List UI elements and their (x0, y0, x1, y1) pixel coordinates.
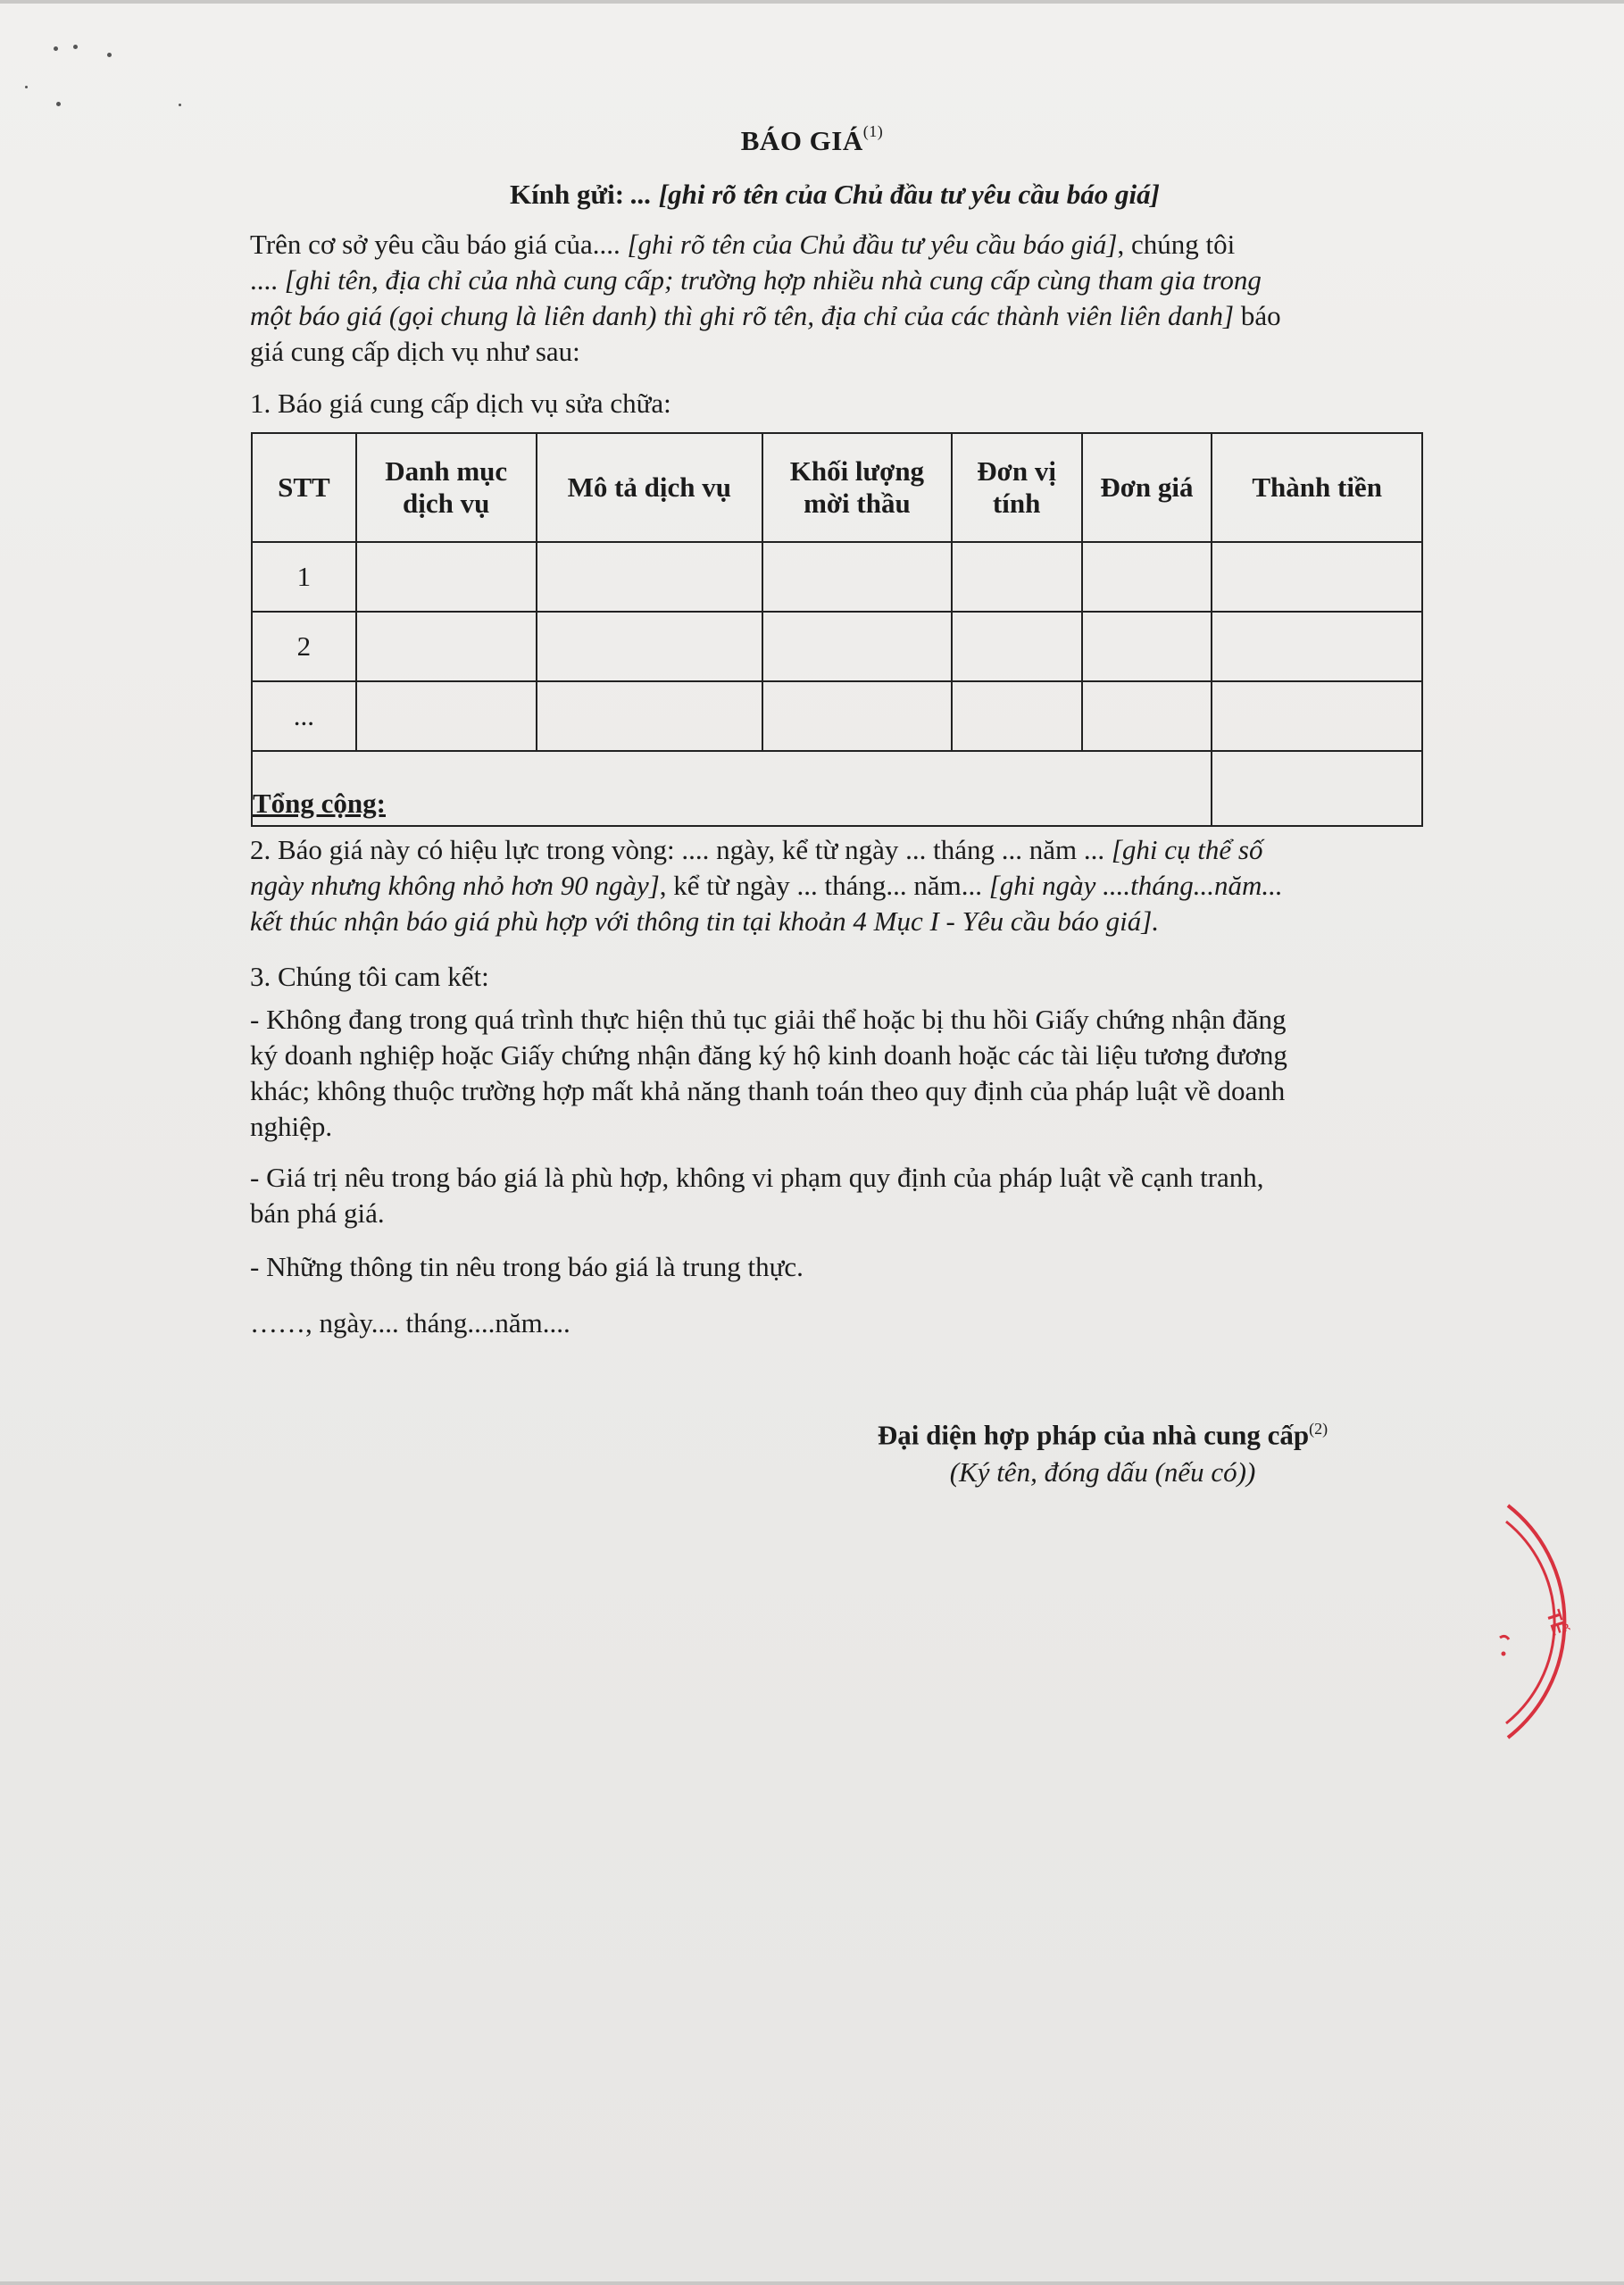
document-title (0, 121, 1624, 157)
signature-footnote-mark: (2) (1309, 1420, 1328, 1438)
intro-text: báo (1234, 300, 1281, 331)
signature-role (759, 1410, 1446, 1454)
speck (56, 102, 61, 106)
intro-italic: một báo giá (gọi chung là liên danh) thì ghi rõ tên, địa chỉ của các thành viên liên danh] (250, 300, 1235, 331)
header-unit-price: Đơn giá (1082, 433, 1212, 542)
table-cell (952, 681, 1082, 751)
table-cell (1212, 681, 1422, 751)
table-cell (1212, 542, 1422, 612)
header-item: Danh mục dịch vụ (356, 433, 537, 542)
total-label: Tổng cộng: (252, 751, 1212, 826)
table-cell (952, 542, 1082, 612)
table-cell (537, 612, 763, 681)
section-2-italic: [ghi cụ thể số (1111, 834, 1263, 865)
commitment-line: khác; không thuộc trường hợp mất khả năng thanh toán theo quy định của pháp luật về doanh (250, 1075, 1286, 1106)
title-footnote-mark: (1) (862, 121, 884, 140)
section-2-text: 2. Báo giá này có hiệu lực trong vòng: .... ngày, kể từ ngày ... tháng ... năm ... (250, 834, 1112, 865)
recipient-line (0, 179, 1624, 211)
quote-table (251, 432, 1423, 827)
header-unit: Đơn vị tính (952, 433, 1082, 542)
table-cell (356, 681, 537, 751)
speck (73, 45, 78, 49)
section-2-text: , kể từ ngày ... tháng... năm... (659, 870, 989, 901)
intro-text: Trên cơ sở yêu cầu báo giá của.... (250, 229, 628, 260)
header-quantity: Khối lượng mời thầu (762, 433, 952, 542)
table-row (252, 681, 1422, 751)
commitment-line: nghiệp. (250, 1111, 333, 1142)
table-cell (1082, 681, 1212, 751)
intro-text: giá cung cấp dịch vụ như sau: (250, 336, 580, 367)
total-amount-cell (1212, 751, 1422, 826)
table-header-row (252, 433, 1422, 542)
table-cell (1082, 612, 1212, 681)
commitment-3: - Những thông tin nêu trong báo giá là trung thực. (250, 1251, 804, 1282)
intro-text: , chúng tôi (1117, 229, 1236, 260)
speck (25, 86, 28, 88)
commitment-2 (250, 1160, 1420, 1231)
section-3-heading: 3. Chúng tôi cam kết: (250, 961, 489, 992)
speck (179, 104, 181, 106)
speck (107, 53, 112, 57)
commitment-1 (250, 1002, 1420, 1145)
table-row (252, 542, 1422, 612)
table-cell (952, 612, 1082, 681)
section-2-validity (250, 832, 1420, 939)
table-cell (1212, 612, 1422, 681)
table-row (252, 612, 1422, 681)
header-stt: STT (252, 433, 356, 542)
section-1-heading: 1. Báo giá cung cấp dịch vụ sửa chữa: (250, 388, 671, 419)
row-stt: 2 (252, 612, 356, 681)
intro-italic: [ghi tên, địa chỉ của nhà cung cấp; trường hợp nhiều nhà cung cấp cùng tham gia trong (284, 264, 1262, 296)
intro-italic: [ghi rõ tên của Chủ đầu tư yêu cầu báo giá] (627, 229, 1118, 260)
table-cell (1082, 542, 1212, 612)
signature-block (759, 1410, 1446, 1491)
date-line: ……, ngày.... tháng....năm.... (250, 1307, 570, 1338)
table-cell (356, 542, 537, 612)
recipient-label: Kính gửi: (510, 179, 625, 210)
table-cell (762, 681, 952, 751)
signature-role-text: Đại diện hợp pháp của nhà cung cấp (877, 1419, 1310, 1451)
table-total-row (252, 751, 1422, 826)
header-amount: Thành tiền (1212, 433, 1422, 542)
section-2-italic: kết thúc nhận báo giá phù hợp với thông tin tại khoản 4 Mục I - Yêu cầu báo giá]. (250, 905, 1160, 937)
commitment-line: ký doanh nghiệp hoặc Giấy chứng nhận đăng ký hộ kinh doanh hoặc các tài liệu tương đương (250, 1039, 1287, 1071)
row-stt: ... (252, 681, 356, 751)
row-stt: 1 (252, 542, 356, 612)
section-2-italic: [ghi ngày ....tháng...năm... (988, 870, 1283, 901)
intro-text: .... (250, 264, 285, 296)
stamp-text: TẾ (1542, 1606, 1571, 1639)
commitment-line: - Không đang trong quá trình thực hiện thủ tục giải thể hoặc bị thu hồi Giấy chứng nhận đăng (250, 1004, 1287, 1035)
commitment-line: bán phá giá. (250, 1197, 385, 1229)
header-description: Mô tả dịch vụ (537, 433, 763, 542)
speck (54, 46, 58, 51)
table-cell (356, 612, 537, 681)
commitment-line: - Giá trị nêu trong báo giá là phù hợp, không vi phạm quy định của pháp luật về cạnh tranh, (250, 1162, 1264, 1193)
title-text: BÁO GIÁ (740, 125, 863, 156)
intro-paragraph (250, 227, 1420, 370)
table-cell (537, 681, 763, 751)
red-stamp-icon (1464, 1486, 1571, 1754)
section-2-italic: ngày nhưng không nhỏ hơn 90 ngày] (250, 870, 660, 901)
recipient-value: ... [ghi rõ tên của Chủ đầu tư yêu cầu báo giá] (630, 179, 1160, 210)
table-cell (762, 542, 952, 612)
signature-hint: (Ký tên, đóng dấu (nếu có)) (949, 1456, 1256, 1489)
table-cell (537, 542, 763, 612)
table-cell (762, 612, 952, 681)
